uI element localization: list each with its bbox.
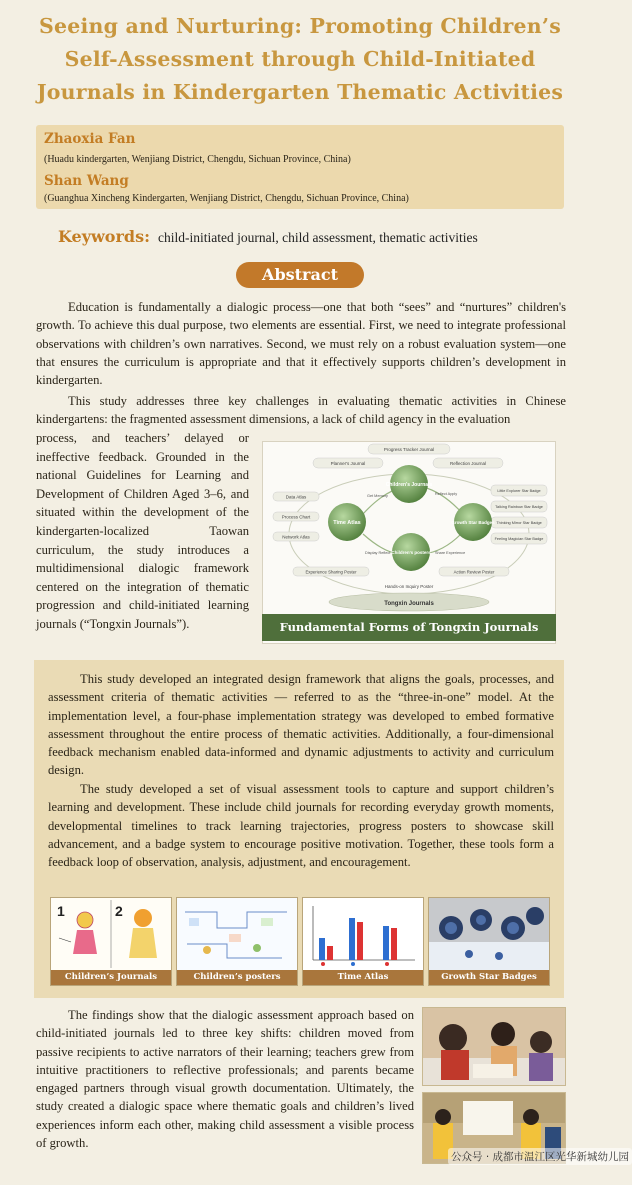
paragraph-2a: This study addresses three key challenges in evaluating thematic activities in Chinese kindergartens: the fragmented assessment dimensions, a lack of child agency in the evaluation [36,394,566,427]
paragraph-2b: process, and teachers’ delayed or ineffective feedback. Grounded in the national Guidelines for Learning and Development of Children Aged 3–6, and situated within the development of the kindergarten-localized Taowan curriculum, the study introduces a multidimensional dialogic framework centered on the integration of thematic progression and child-initiated learning journals (“Tongxin Journals”). [36,431,249,631]
label-right-3: Thinking Mirror Star Badge [496,521,542,525]
link-label-4: Share Experience [435,551,466,555]
sphere-label-3: Growth Star Badges [451,520,495,525]
keywords-label: Keywords: [58,227,151,246]
paragraph-1: Education is fundamentally a dialogic process—one that both “sees” and “nurtures” children's growth. To achieve this dual purpose, two elements are essential. First, we need to integrate professional observations with children’s own narratives. Second, we must rely on a robust evaluation system—one that ensures the curriculum is appropriate and that it effectively supports children’s development in kindergarten. [36,300,566,388]
author-name-1: Zhaoxia Fan [44,131,136,147]
author-affiliation-1: (Huadu kindergarten, Wenjiang District, Chengdu, Sichuan Province, China) [44,154,351,165]
link-label-2: Reflect Apply [435,492,458,496]
paragraph-5: The findings show that the dialogic assessment approach based on child-initiated journals led to three key shifts: children moved from passive recipients to active narrators of their learning; teachers grew from intuitive practitioners to reflective professionals; and parents became engaged partners through visual growth documentation. Ultimately, the study created a dialogic space where thematic goals and children’s lived experiences inform each other, making child assessment a visible process of growth. [36,1008,414,1151]
title-line-2: Self-Assessment through Child-Initiated [64,47,536,71]
base-label: Tongxin Journals [384,601,434,607]
title-line-3: Journals in Kindergarten Thematic Activities [36,80,564,104]
label-outer-top-2: Reflection Journal [449,461,487,466]
badges-photo [429,898,549,970]
classroom-photo-1 [422,1007,566,1086]
title-line-1: Seeing and Nurturing: Promoting Children’s [39,14,561,38]
sphere-label-4: Children's posters [391,550,431,555]
thumb-childrens-journals [50,897,172,986]
link-label-3: Display Reflect [365,551,391,555]
thumb-growth-star-badges [428,897,550,986]
svg-text:1: 1 [57,903,65,919]
label-left-1: Data Atlas [285,494,307,500]
thumb-time-atlas [302,897,424,986]
time-atlas-drawing [303,898,423,970]
journal-drawing [51,898,171,970]
sphere-label-2: Time Atlas [333,520,361,526]
poster-drawing [177,898,297,970]
label-outer-top-1: Planner's Journal [330,461,366,466]
poster-title [10,10,590,109]
paragraph-3: This study developed an integrated design framework that aligns the goals, processes, and assessment criteria of thematic activities — referred to as the “three-in-one” model. At the implementation level, a four-phase implementation strategy was developed to embed formative assessment throughout the entire process of thematic activities. Additionally, a four-dimensional feedback mechanism enabled data-informed and dynamic adjustments to activity and curriculum design. [48,672,554,778]
figure-caption: Fundamental Forms of Tongxin Journals [262,614,556,641]
label-right-1: Little Explorer Star Badge [497,489,541,493]
tongxin-diagram [263,442,555,617]
link-label-1: Get Memory [367,494,388,498]
label-right-2: Talking Rainbow Star Badge [495,505,543,509]
watermark: 公众号 · 成都市温江区光华新城幼儿园 [448,1148,632,1165]
label-bottom-1: Experience Sharing Poster [305,569,357,575]
label-top: Progress Tracker Journal [383,447,435,452]
svg-text:2: 2 [115,903,123,919]
thumb-caption-1: Children’s Journals [51,970,171,985]
thumb-childrens-posters [176,897,298,986]
author-name-2: Shan Wang [44,173,129,189]
thumb-caption-4: Growth Star Badges [429,970,549,985]
paragraph-4: The study developed a set of visual assessment tools to capture and support children’s learning and development. These include child journals for recording everyday growth moments, developmental timelines to track learning trajectories, progress posters to showcase skill advancement, and a badge system to encourage positive motivation. Together, these tools form a feedback loop of observation, analysis, adjustment, and encouragement. [48,782,554,870]
label-bottom-2: Action Review Poster [453,569,495,575]
abstract-heading: Abstract [236,262,364,288]
label-bottom-center: Hands-on Inquiry Poster [384,584,434,589]
thumb-caption-3: Time Atlas [303,970,423,985]
label-left-2: Process Chart [281,514,311,520]
keywords [58,227,478,247]
keywords-text: child-initiated journal, child assessment, thematic activities [158,230,478,245]
thumb-caption-2: Children’s posters [177,970,297,985]
sphere-label-1: Children's Journals [385,482,433,488]
label-right-4: Feeling Magician Star Badge [494,537,544,541]
label-left-3: Network Atlas [282,534,310,540]
author-affiliation-2: (Guanghua Xincheng Kindergarten, Wenjiang District, Chengdu, Sichuan Province, China) [44,193,409,204]
